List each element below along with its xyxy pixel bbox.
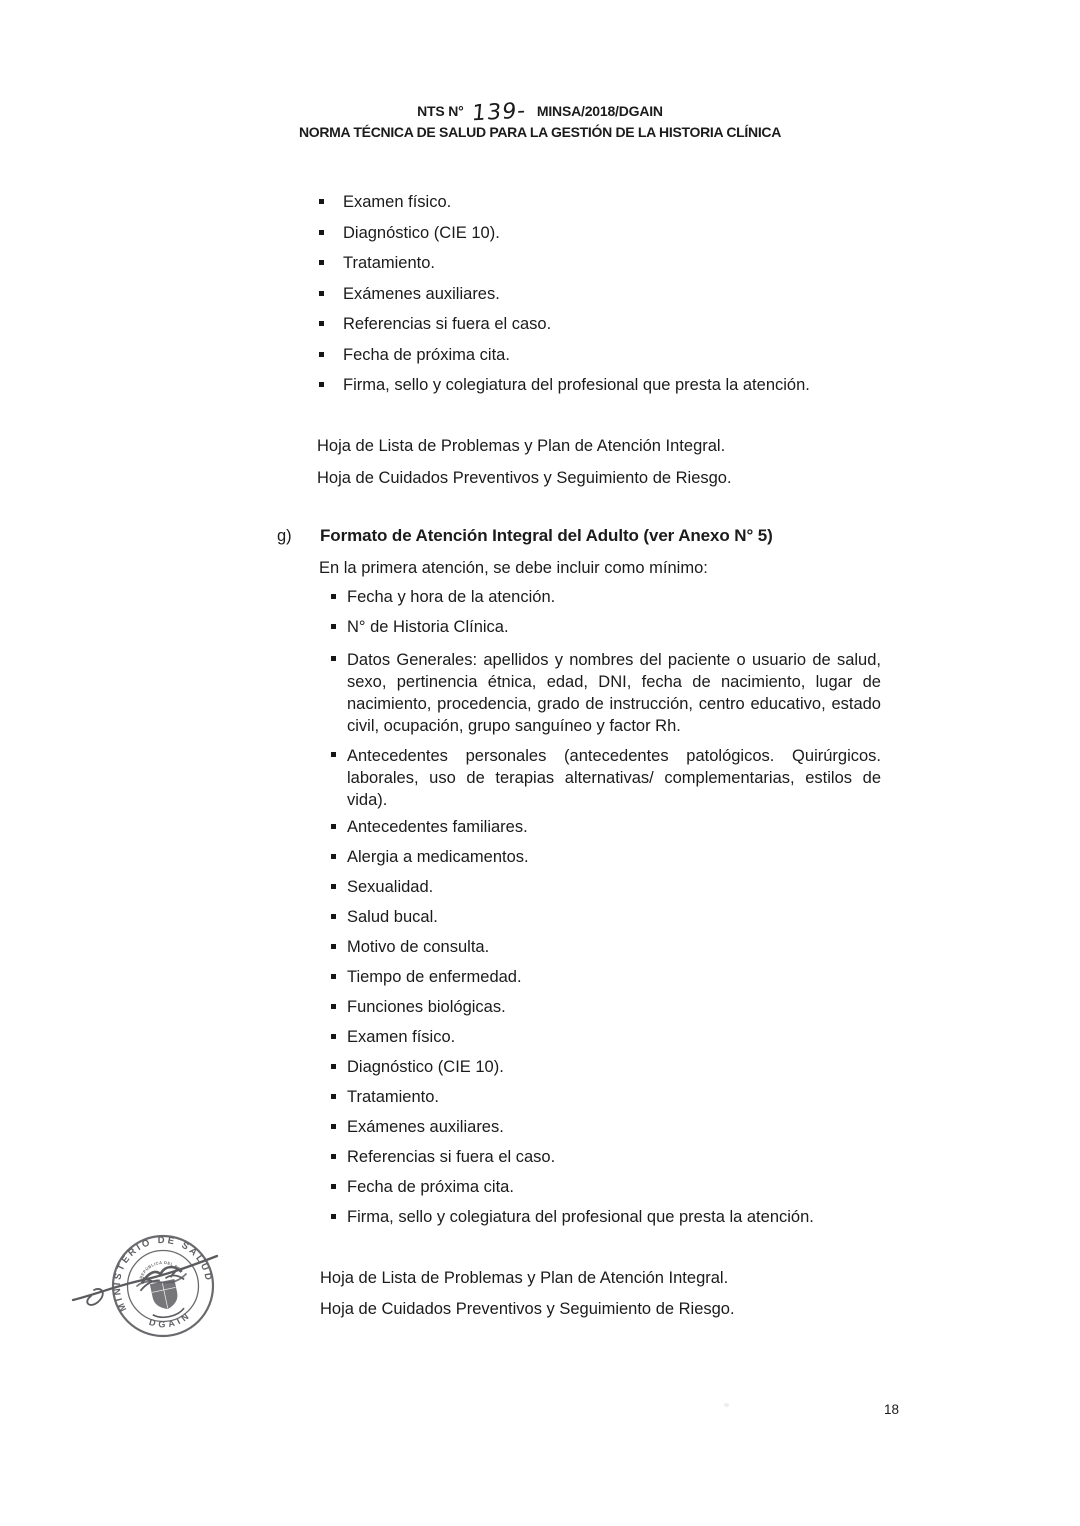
list-item: Antecedentes familiares. (347, 819, 881, 836)
stamp-bottom-text: DGAIN (147, 1309, 194, 1330)
list-item: Datos Generales: apellidos y nombres del paciente o usuario de salud, sexo, pertinencia étnica, edad, DNI, fecha de nacimiento, lugar de nacimiento, procedencia, grado de instrucción, centro educativo, estado civil, ocupación, grupo sanguíneo y factor Rh. (347, 651, 881, 735)
list-item: Tratamiento. (347, 1089, 881, 1106)
list-item: Diagnóstico (CIE 10). (343, 225, 903, 242)
list-item: Diagnóstico (CIE 10). (347, 1059, 881, 1076)
list-item: Firma, sello y colegiatura del profesional que presta la atención. (347, 1209, 881, 1226)
header-nts-prefix: NTS N° (417, 103, 464, 119)
stamp-inner-arc-text: REPÚBLICA DEL PERÚ (72, 1243, 185, 1280)
stamp-artwork (73, 1217, 222, 1345)
page-header (0, 98, 1080, 141)
section-g-heading (277, 526, 773, 546)
section-g-title: Formato de Atención Integral del Adulto (ver Anexo N° 5) (320, 526, 773, 545)
attention-minimum-items-list (343, 194, 903, 408)
list-item: Firma, sello y colegiatura del profesional que presta la atención. (343, 377, 903, 394)
list-item: Tiempo de enfermedad. (347, 969, 881, 986)
closing-line: Hoja de Lista de Problemas y Plan de Atención Integral. (317, 437, 726, 455)
list-f-closing-paragraph (317, 430, 732, 494)
list-item: Fecha de próxima cita. (347, 1179, 881, 1196)
closing-line: Hoja de Cuidados Preventivos y Seguimiento de Riesgo. (320, 1300, 735, 1318)
list-item: Examen físico. (343, 194, 903, 211)
ministry-stamp-seal (72, 1230, 245, 1348)
section-g-items-list (347, 589, 881, 1239)
list-item: Salud bucal. (347, 909, 881, 926)
list-item: Exámenes auxiliares. (343, 286, 903, 303)
list-item: Fecha de próxima cita. (343, 347, 903, 364)
header-norm-title: NORMA TÉCNICA DE SALUD PARA LA GESTIÓN DE LA HISTORIA CLÍNICA (298, 124, 782, 140)
list-item: Examen físico. (347, 1029, 881, 1046)
list-item: Motivo de consulta. (347, 939, 881, 956)
stamp-ring-text: MINISTERIO DE SALUD (111, 1235, 215, 1314)
list-item: Antecedentes personales (antecedentes patológicos. Quirúrgicos. laborales, uso de terapias alternativas/ complementarias, estilos de vida). (347, 747, 881, 809)
list-item: Referencias si fuera el caso. (343, 316, 903, 333)
closing-line: Hoja de Cuidados Preventivos y Seguimiento de Riesgo. (317, 469, 732, 487)
section-g-label: g) (277, 527, 292, 545)
list-item: Sexualidad. (347, 879, 881, 896)
stamp-signature-scribble (73, 1256, 217, 1305)
header-handwritten-number: 139- (471, 98, 528, 127)
header-nts-suffix: MINSA/2018/DGAIN (536, 103, 663, 119)
scan-artifact-dot (724, 1403, 729, 1407)
list-item: N° de Historia Clínica. (347, 619, 881, 636)
header-norm-id (0, 98, 1080, 127)
list-item: Fecha y hora de la atención. (347, 589, 881, 606)
list-item: Alergia a medicamentos. (347, 849, 881, 866)
page-number: 18 (884, 1402, 900, 1417)
list-item: Referencias si fuera el caso. (347, 1149, 881, 1166)
list-item: Funciones biológicas. (347, 999, 881, 1016)
closing-line: Hoja de Lista de Problemas y Plan de Atención Integral. (320, 1269, 729, 1287)
list-item: Exámenes auxiliares. (347, 1119, 881, 1136)
list-item: Tratamiento. (343, 255, 903, 272)
section-g-intro: En la primera atención, se debe incluir como mínimo: (319, 559, 708, 577)
section-g-closing-paragraph (320, 1263, 735, 1325)
